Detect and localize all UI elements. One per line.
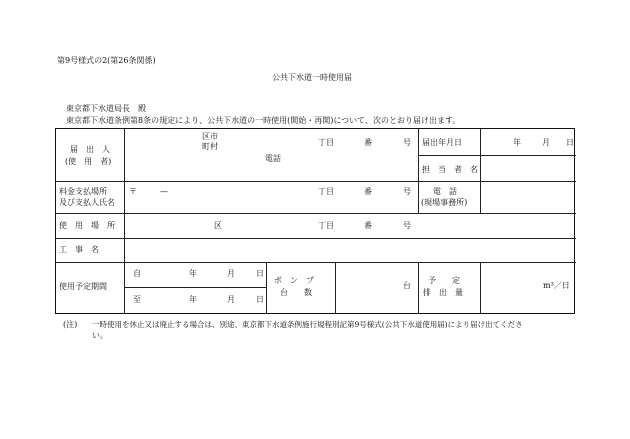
addressee: 東京都下水道局長 殿 [66,104,146,113]
page-title: 公共下水道一時使用届 [272,73,352,82]
month-label: 月 [542,138,550,147]
go-label: 号 [403,221,411,230]
ward-city-label: 区市 [202,132,218,141]
to-year-label: 年 [189,295,197,304]
note-prefix: (注) [63,320,78,329]
col-divider [418,129,419,213]
site-phone-label: 電 話 [433,187,457,196]
row-divider [418,155,576,156]
ward-label: 区 [214,221,222,230]
col-divider [335,262,336,313]
form-id: 第9号様式の2(第26条関係) [57,56,156,65]
usage-period-label: 使用予定期間 [59,282,107,291]
col-divider [480,262,481,313]
to-label: 至 [133,295,141,304]
intro-text: 東京都下水道条例第8条の規定により、公共下水道の一時使用(開始・再開)について、次のとおり届け出ます。 [66,116,461,125]
col-divider [418,262,419,313]
phone-label: 電話 [265,154,281,163]
postal-dash: — [160,187,168,196]
applicant-sublabel: (使 用 者) [65,157,112,166]
to-day-label: 日 [256,295,264,304]
ban-label: 番 [364,187,372,196]
go-label: 号 [403,138,411,147]
note-line-1: 一時使用を休止又は廃止する場合は、別途、東京都下水道条例施行規程別記第9号様式(公共下水道使用届)により届け出てくださ [92,320,523,329]
pump-count-label: 台 数 [280,288,312,297]
from-day-label: 日 [256,269,264,278]
ban-label: 番 [364,221,372,230]
chome-label: 丁目 [318,187,334,196]
filing-date-label: 届出年月日 [422,138,462,147]
row-divider [56,181,418,182]
usage-location-label: 使 用 場 所 [59,221,115,230]
payment-place-label: 料金支払場所 [59,187,107,196]
row-divider [418,181,576,182]
go-label: 号 [403,187,411,196]
col-divider [124,129,125,313]
postal-mark: 〒 [129,187,137,196]
day-label: 日 [566,138,574,147]
note-line-2: い。 [92,331,108,340]
chome-label: 丁目 [318,221,334,230]
discharge-label: 排 出 量 [423,288,463,297]
year-label: 年 [513,138,521,147]
from-label: 自 [133,269,141,278]
flow-unit-label: m³／日 [543,281,570,290]
row-divider [124,287,266,288]
applicant-label: 届 出 人 [70,145,110,154]
row-divider [56,213,576,214]
row-divider [56,262,576,263]
construction-name-label: 工 事 名 [59,245,99,254]
pump-unit-label: 台 [403,281,411,290]
pump-label: ポ ン プ [274,276,314,285]
from-year-label: 年 [189,269,197,278]
from-month-label: 月 [227,269,235,278]
chome-label: 丁目 [318,138,334,147]
row-divider [56,238,576,239]
to-month-label: 月 [227,295,235,304]
col-divider [266,262,267,313]
planned-label: 予 定 [428,276,460,285]
ban-label: 番 [364,138,372,147]
col-divider [480,129,481,213]
usage-form [55,128,575,314]
town-village-label: 町村 [202,142,218,151]
payer-name-label: 及び支払人氏名 [59,198,115,207]
site-office-label: (現場事務所) [421,198,468,207]
person-in-charge-label: 担 当 者 名 [422,165,478,174]
